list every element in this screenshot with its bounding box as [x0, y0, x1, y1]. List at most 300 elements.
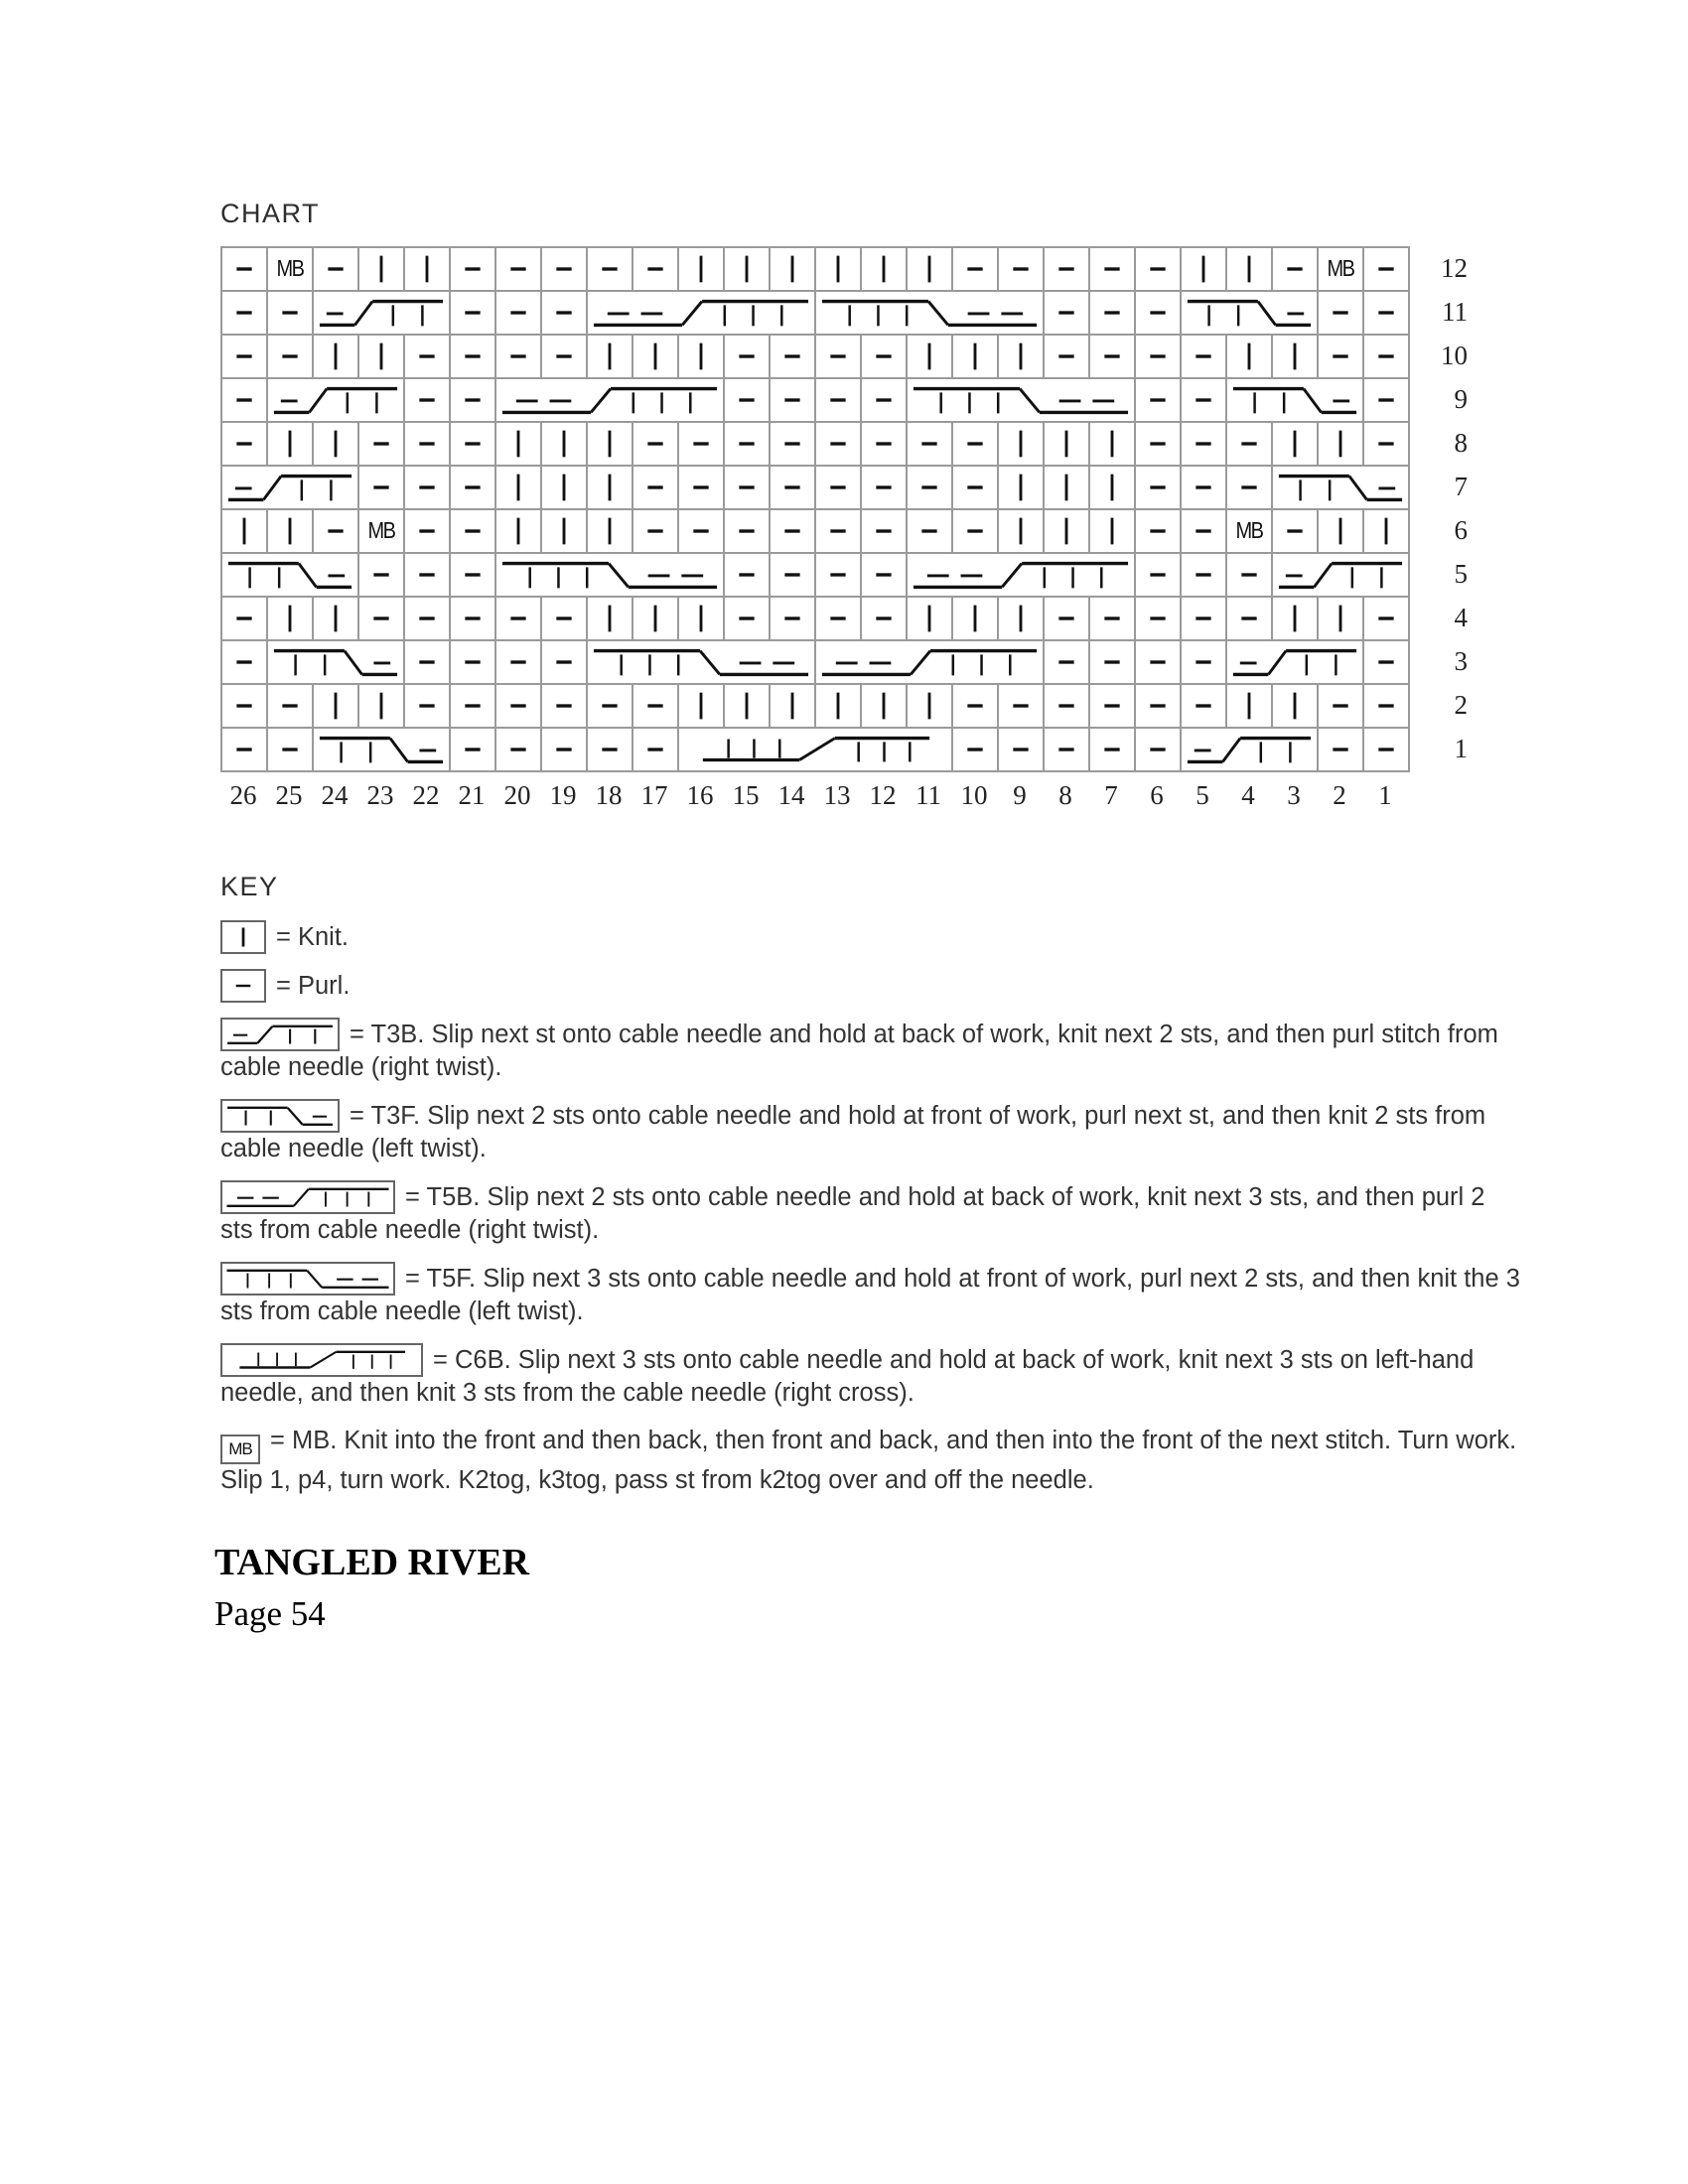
p-symbol-icon	[771, 467, 814, 508]
p-symbol-icon	[1136, 598, 1180, 639]
p-symbol-icon	[359, 467, 403, 508]
p-symbol-icon	[816, 379, 860, 421]
t3b-cable-cell	[1227, 641, 1364, 685]
p-stitch-cell	[268, 685, 314, 729]
p-stitch-cell	[1090, 598, 1136, 641]
k-symbol-icon	[633, 336, 677, 377]
column-number: 23	[366, 780, 394, 810]
p-symbol-icon	[268, 336, 312, 377]
k-stitch-cell	[953, 336, 999, 379]
p-symbol-icon	[451, 336, 494, 377]
p-symbol-icon	[953, 248, 997, 290]
p-stitch-cell	[405, 641, 451, 685]
t5f-symbol-icon	[496, 554, 723, 596]
p-stitch-cell	[1319, 336, 1364, 379]
p-stitch-cell	[1364, 379, 1410, 423]
p-symbol-icon	[633, 510, 677, 552]
k-stitch-cell	[1227, 336, 1273, 379]
p-stitch-cell	[862, 510, 908, 554]
p-symbol-icon	[314, 248, 357, 290]
t3f-symbol-icon	[222, 1101, 338, 1131]
p-stitch-cell	[405, 685, 451, 729]
k-stitch-cell	[771, 685, 816, 729]
p-stitch-cell	[1364, 685, 1410, 729]
k-symbol-icon	[359, 685, 403, 727]
k-symbol-icon	[314, 423, 357, 465]
k-symbol-icon	[1227, 248, 1271, 290]
p-symbol-icon	[359, 423, 403, 465]
k-symbol-icon	[1045, 467, 1088, 508]
p-stitch-cell	[1090, 248, 1136, 292]
k-symbol-icon	[953, 336, 997, 377]
k-symbol-icon	[542, 467, 586, 508]
column-number: 16	[686, 780, 714, 810]
p-symbol-icon	[633, 467, 677, 508]
k-stitch-cell	[1090, 510, 1136, 554]
key-entry-t3f	[220, 1099, 1521, 1165]
p-stitch-cell	[1182, 598, 1227, 641]
column-number: 20	[503, 780, 531, 810]
p-symbol-icon	[633, 729, 677, 770]
p-stitch-cell	[1136, 467, 1182, 510]
row-number: 2	[1454, 689, 1468, 720]
p-stitch-cell	[542, 336, 588, 379]
chart-row-2	[222, 685, 1410, 729]
p-symbol-icon	[222, 641, 266, 683]
p-symbol-icon	[679, 467, 723, 508]
make-bobble-label: MB	[1327, 255, 1354, 282]
k-symbol-icon	[496, 423, 540, 465]
mb-stitch-cell	[1227, 510, 1273, 554]
p-symbol-icon	[542, 598, 586, 639]
p-symbol-icon	[496, 641, 540, 683]
p-symbol-icon	[451, 554, 494, 596]
p-symbol-icon	[451, 248, 494, 290]
t5b-cable-cell	[816, 641, 1045, 685]
t3b-cable-cell	[1182, 729, 1319, 772]
t3b-cable-cell	[268, 379, 405, 423]
column-number: 13	[823, 780, 851, 810]
p-symbol-icon	[222, 423, 266, 465]
p-stitch-cell	[862, 598, 908, 641]
p-symbol-icon	[1319, 292, 1362, 334]
t3b-symbol-icon	[222, 1020, 338, 1049]
t3b-symbol-icon	[314, 292, 449, 334]
p-symbol-icon	[1364, 641, 1408, 683]
make-bobble-label: MB	[367, 517, 395, 544]
t3f-cable-cell	[1182, 292, 1319, 336]
p-symbol-icon	[222, 379, 266, 421]
p-stitch-cell	[1136, 554, 1182, 598]
p-stitch-cell	[862, 423, 908, 467]
chart-row-3	[222, 641, 1410, 685]
p-symbol-icon	[405, 379, 449, 421]
chart-row-numbers	[1422, 246, 1468, 770]
k-stitch-cell	[679, 248, 725, 292]
k-symbol-icon	[862, 248, 906, 290]
p-stitch-cell	[314, 510, 359, 554]
p-symbol-icon	[542, 641, 586, 683]
column-number: 26	[229, 780, 257, 810]
k-stitch-cell	[588, 336, 633, 379]
p-stitch-cell	[1136, 379, 1182, 423]
k-symbol-icon	[1045, 510, 1088, 552]
k-stitch-cell	[314, 336, 359, 379]
t3b-symbol-icon	[1273, 554, 1408, 596]
p-symbol-icon	[1136, 641, 1180, 683]
key-entry-purl	[220, 969, 1521, 1003]
t5b-cable-cell	[588, 292, 816, 336]
p-stitch-cell	[451, 641, 496, 685]
p-stitch-cell	[588, 729, 633, 772]
key-entry-text: = Purl.	[276, 972, 351, 1000]
p-stitch-cell	[1182, 379, 1227, 423]
p-stitch-cell	[953, 729, 999, 772]
k-symbol-icon	[908, 598, 951, 639]
k-symbol-icon	[679, 685, 723, 727]
p-stitch-cell	[588, 685, 633, 729]
p-stitch-cell	[451, 510, 496, 554]
t3f-cable-cell	[1273, 467, 1410, 510]
p-stitch-cell	[451, 423, 496, 467]
p-stitch-cell	[1136, 248, 1182, 292]
p-stitch-cell	[771, 510, 816, 554]
p-stitch-cell	[725, 423, 771, 467]
t5b-symbol-icon	[222, 1182, 393, 1212]
k-symbol-icon	[222, 922, 264, 952]
t3f-symbol-icon	[1182, 292, 1317, 334]
t3f-cable-cell	[1227, 379, 1364, 423]
p-symbol-icon	[771, 336, 814, 377]
p-symbol-icon	[816, 554, 860, 596]
p-symbol-icon	[1182, 554, 1225, 596]
make-bobble-label: MB	[1235, 517, 1263, 544]
row-number: 5	[1454, 558, 1468, 589]
key-entry-knit	[220, 920, 1521, 954]
k-symbol-icon	[268, 598, 312, 639]
chart-row-6	[222, 510, 1410, 554]
p-stitch-cell	[816, 598, 862, 641]
key-entries	[220, 920, 1528, 1497]
p-stitch-cell	[1090, 336, 1136, 379]
p-stitch-cell	[633, 423, 679, 467]
p-stitch-cell	[1136, 641, 1182, 685]
key-symbol-knit-icon	[220, 920, 266, 954]
p-symbol-icon	[953, 510, 997, 552]
p-symbol-icon	[222, 598, 266, 639]
p-stitch-cell	[816, 423, 862, 467]
k-stitch-cell	[633, 598, 679, 641]
key-entry-mb	[220, 1425, 1524, 1497]
row-number: 1	[1454, 733, 1468, 763]
p-symbol-icon	[1090, 248, 1134, 290]
p-symbol-icon	[1364, 685, 1408, 727]
k-stitch-cell	[1273, 423, 1319, 467]
p-stitch-cell	[1136, 336, 1182, 379]
p-symbol-icon	[496, 598, 540, 639]
p-stitch-cell	[679, 510, 725, 554]
chart-row-4	[222, 598, 1410, 641]
p-symbol-icon	[222, 292, 266, 334]
column-number: 15	[732, 780, 760, 810]
p-symbol-icon	[633, 248, 677, 290]
p-stitch-cell	[542, 248, 588, 292]
k-symbol-icon	[1090, 510, 1134, 552]
p-stitch-cell	[1136, 292, 1182, 336]
column-number: 4	[1241, 780, 1255, 810]
k-stitch-cell	[1090, 423, 1136, 467]
p-stitch-cell	[451, 729, 496, 772]
p-stitch-cell	[496, 641, 542, 685]
p-symbol-icon	[542, 336, 586, 377]
p-symbol-icon	[1090, 336, 1134, 377]
column-number: 17	[640, 780, 668, 810]
p-symbol-icon	[1364, 248, 1408, 290]
k-symbol-icon	[999, 598, 1043, 639]
p-symbol-icon	[1136, 292, 1180, 334]
k-symbol-icon	[1319, 423, 1362, 465]
p-symbol-icon	[771, 510, 814, 552]
p-symbol-icon	[1364, 423, 1408, 465]
p-stitch-cell	[222, 379, 268, 423]
p-stitch-cell	[405, 379, 451, 423]
p-symbol-icon	[1045, 729, 1088, 770]
k-symbol-icon	[542, 510, 586, 552]
k-stitch-cell	[771, 248, 816, 292]
k-symbol-icon	[496, 467, 540, 508]
p-symbol-icon	[222, 248, 266, 290]
p-symbol-icon	[1227, 467, 1271, 508]
row-number: 11	[1442, 296, 1468, 327]
p-symbol-icon	[816, 598, 860, 639]
p-stitch-cell	[771, 336, 816, 379]
p-symbol-icon	[1136, 379, 1180, 421]
p-stitch-cell	[1364, 641, 1410, 685]
column-number: 6	[1150, 780, 1164, 810]
p-symbol-icon	[1364, 379, 1408, 421]
k-stitch-cell	[725, 685, 771, 729]
p-stitch-cell	[314, 248, 359, 292]
p-stitch-cell	[268, 336, 314, 379]
k-stitch-cell	[314, 423, 359, 467]
p-stitch-cell	[1364, 729, 1410, 772]
p-stitch-cell	[1182, 467, 1227, 510]
k-stitch-cell	[1045, 423, 1090, 467]
p-stitch-cell	[633, 685, 679, 729]
column-number: 3	[1287, 780, 1301, 810]
p-symbol-icon	[1136, 685, 1180, 727]
p-symbol-icon	[999, 248, 1043, 290]
t5b-symbol-icon	[816, 641, 1043, 683]
p-symbol-icon	[1273, 248, 1317, 290]
p-symbol-icon	[908, 423, 951, 465]
k-symbol-icon	[1227, 336, 1271, 377]
p-stitch-cell	[771, 598, 816, 641]
footer	[214, 1541, 529, 1634]
p-symbol-icon	[405, 685, 449, 727]
row-number: 7	[1454, 471, 1468, 501]
column-number: 19	[549, 780, 577, 810]
chart-row-1	[222, 729, 1410, 772]
p-symbol-icon	[1364, 729, 1408, 770]
k-symbol-icon	[679, 248, 723, 290]
p-symbol-icon	[1045, 248, 1088, 290]
k-stitch-cell	[1182, 248, 1227, 292]
p-stitch-cell	[451, 248, 496, 292]
p-symbol-icon	[1364, 292, 1408, 334]
p-stitch-cell	[1136, 685, 1182, 729]
column-number: 10	[960, 780, 988, 810]
p-symbol-icon	[953, 467, 997, 508]
p-stitch-cell	[816, 379, 862, 423]
k-stitch-cell	[862, 248, 908, 292]
k-stitch-cell	[999, 423, 1045, 467]
p-stitch-cell	[496, 292, 542, 336]
row-number: 9	[1454, 383, 1468, 414]
t5f-cable-cell	[816, 292, 1045, 336]
p-stitch-cell	[1364, 292, 1410, 336]
p-symbol-icon	[953, 423, 997, 465]
k-symbol-icon	[999, 510, 1043, 552]
k-symbol-icon	[999, 467, 1043, 508]
p-stitch-cell	[222, 423, 268, 467]
p-stitch-cell	[222, 248, 268, 292]
p-symbol-icon	[451, 685, 494, 727]
p-symbol-icon	[1090, 641, 1134, 683]
k-stitch-cell	[1045, 510, 1090, 554]
key-entry-t5f	[220, 1262, 1528, 1328]
k-stitch-cell	[908, 248, 953, 292]
p-stitch-cell	[451, 554, 496, 598]
k-stitch-cell	[999, 598, 1045, 641]
p-symbol-icon	[359, 554, 403, 596]
column-number: 8	[1058, 780, 1072, 810]
chart-row-11	[222, 292, 1410, 336]
p-stitch-cell	[1319, 292, 1364, 336]
p-symbol-icon	[816, 423, 860, 465]
p-symbol-icon	[1045, 292, 1088, 334]
p-symbol-icon	[771, 554, 814, 596]
k-stitch-cell	[405, 248, 451, 292]
p-stitch-cell	[816, 336, 862, 379]
p-symbol-icon	[314, 510, 357, 552]
p-stitch-cell	[1045, 729, 1090, 772]
p-stitch-cell	[542, 292, 588, 336]
p-symbol-icon	[679, 510, 723, 552]
k-stitch-cell	[633, 336, 679, 379]
p-stitch-cell	[771, 423, 816, 467]
k-symbol-icon	[908, 248, 951, 290]
t3b-symbol-icon	[1182, 729, 1317, 770]
p-symbol-icon	[816, 467, 860, 508]
p-stitch-cell	[1364, 248, 1410, 292]
p-stitch-cell	[908, 510, 953, 554]
t3f-symbol-icon	[1227, 379, 1362, 421]
k-stitch-cell	[268, 423, 314, 467]
p-stitch-cell	[1090, 729, 1136, 772]
k-symbol-icon	[1045, 423, 1088, 465]
pattern-title: TANGLED RIVER	[214, 1542, 530, 1583]
p-stitch-cell	[999, 729, 1045, 772]
p-stitch-cell	[1227, 598, 1273, 641]
k-symbol-icon	[588, 423, 632, 465]
k-stitch-cell	[1227, 685, 1273, 729]
p-stitch-cell	[496, 598, 542, 641]
p-stitch-cell	[496, 248, 542, 292]
p-symbol-icon	[1182, 598, 1225, 639]
key-entry-t3b	[220, 1018, 1521, 1084]
p-stitch-cell	[633, 467, 679, 510]
k-stitch-cell	[314, 598, 359, 641]
p-stitch-cell	[1136, 729, 1182, 772]
p-symbol-icon	[1090, 598, 1134, 639]
k-symbol-icon	[725, 685, 769, 727]
p-symbol-icon	[451, 641, 494, 683]
p-stitch-cell	[1364, 423, 1410, 467]
k-symbol-icon	[679, 598, 723, 639]
k-stitch-cell	[908, 336, 953, 379]
k-stitch-cell	[359, 336, 405, 379]
p-stitch-cell	[679, 423, 725, 467]
p-stitch-cell	[588, 248, 633, 292]
p-stitch-cell	[222, 685, 268, 729]
c6b-cable-cell	[679, 729, 953, 772]
p-symbol-icon	[999, 729, 1043, 770]
p-symbol-icon	[451, 510, 494, 552]
p-stitch-cell	[496, 729, 542, 772]
row-number: 10	[1441, 340, 1468, 370]
k-stitch-cell	[908, 598, 953, 641]
key-symbol-purl-icon	[220, 969, 266, 1003]
k-symbol-icon	[771, 685, 814, 727]
p-symbol-icon	[1045, 641, 1088, 683]
k-symbol-icon	[1273, 685, 1317, 727]
p-stitch-cell	[908, 467, 953, 510]
p-symbol-icon	[222, 336, 266, 377]
p-stitch-cell	[451, 336, 496, 379]
p-symbol-icon	[222, 729, 266, 770]
p-stitch-cell	[1364, 336, 1410, 379]
p-stitch-cell	[953, 467, 999, 510]
key-entry-text: = T3F. Slip next 2 sts onto cable needle and hold at front of work, purl next st, and then knit 2 sts from cable needle (left twist).	[220, 1102, 1493, 1162]
chart-row-9	[222, 379, 1410, 423]
p-stitch-cell	[953, 248, 999, 292]
p-stitch-cell	[496, 685, 542, 729]
p-stitch-cell	[862, 336, 908, 379]
p-symbol-icon	[222, 685, 266, 727]
key-symbol-t5f-icon	[220, 1262, 395, 1296]
row-number: 3	[1454, 645, 1468, 676]
p-symbol-icon	[816, 510, 860, 552]
p-symbol-icon	[1136, 248, 1180, 290]
p-stitch-cell	[542, 598, 588, 641]
p-symbol-icon	[908, 510, 951, 552]
p-symbol-icon	[1045, 598, 1088, 639]
p-symbol-icon	[542, 685, 586, 727]
p-stitch-cell	[953, 423, 999, 467]
p-stitch-cell	[862, 467, 908, 510]
p-stitch-cell	[405, 554, 451, 598]
p-stitch-cell	[862, 554, 908, 598]
p-stitch-cell	[633, 510, 679, 554]
p-stitch-cell	[1319, 729, 1364, 772]
k-symbol-icon	[771, 248, 814, 290]
p-symbol-icon	[1045, 685, 1088, 727]
p-symbol-icon	[268, 729, 312, 770]
p-symbol-icon	[405, 423, 449, 465]
p-symbol-icon	[405, 510, 449, 552]
column-number: 7	[1104, 780, 1118, 810]
